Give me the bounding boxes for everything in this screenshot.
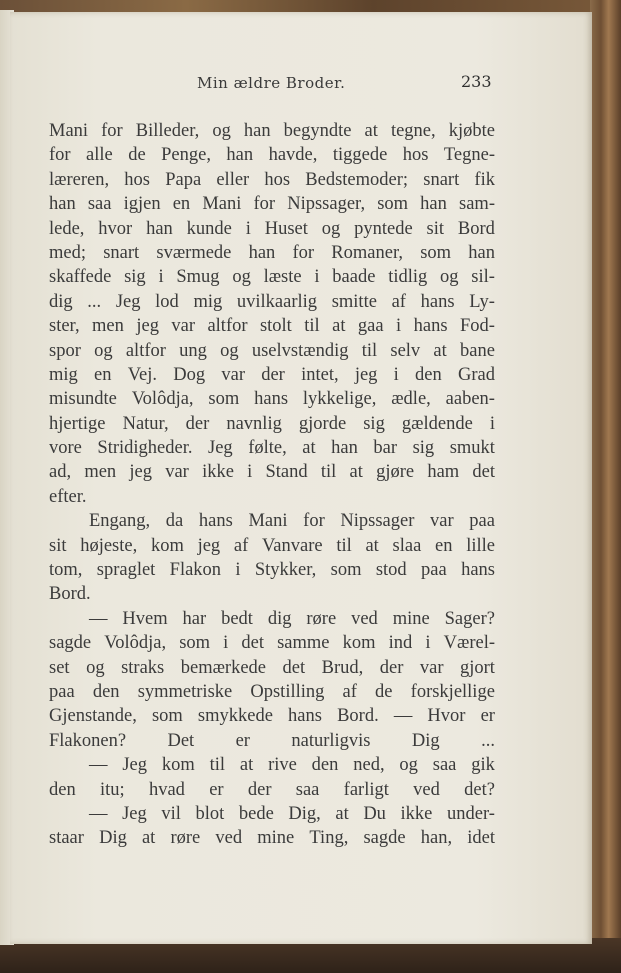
word: og xyxy=(94,340,113,361)
word: under- xyxy=(446,803,495,824)
word: ved xyxy=(215,828,243,849)
word: Brud, xyxy=(321,657,364,678)
word: Bedstemoder; xyxy=(305,169,409,190)
word: snart xyxy=(423,169,460,190)
word: stod xyxy=(375,560,407,581)
word: Billeder, xyxy=(135,121,200,141)
word: Romaner, xyxy=(331,242,403,263)
word: naturligvis xyxy=(291,730,371,751)
word: hans xyxy=(461,560,495,581)
word: Huset xyxy=(264,218,308,239)
word: i xyxy=(235,560,241,581)
book-page xyxy=(10,12,592,944)
word: Flakonen? xyxy=(49,730,127,751)
word: Hvor xyxy=(427,706,466,727)
word: at xyxy=(302,438,316,459)
word: Dig xyxy=(99,828,127,849)
word: Flakon xyxy=(169,560,222,581)
text-line xyxy=(49,363,495,387)
body-text xyxy=(49,119,495,851)
word: forskjellige xyxy=(410,681,495,702)
word: det? xyxy=(464,779,495,800)
word: jeg xyxy=(136,316,159,337)
word: paa xyxy=(469,511,495,532)
word: sagde xyxy=(49,633,92,654)
word: Nipssager xyxy=(340,511,415,532)
text-line xyxy=(49,192,495,216)
word: som xyxy=(377,194,409,215)
word: i xyxy=(396,316,402,337)
word: kom xyxy=(161,755,195,776)
word: der xyxy=(185,413,210,434)
word: røre xyxy=(170,828,201,849)
word: paa xyxy=(49,681,75,702)
text-line xyxy=(49,339,495,363)
word: var xyxy=(165,462,189,483)
word: ved xyxy=(351,608,378,629)
word: for xyxy=(49,145,71,166)
word: alle xyxy=(86,145,113,166)
word: kom xyxy=(342,633,376,654)
word: en xyxy=(172,194,191,215)
word: Opstilling xyxy=(250,681,325,702)
text-line xyxy=(49,656,495,680)
word: og xyxy=(399,755,418,776)
running-head xyxy=(10,74,592,98)
word: tegne, xyxy=(390,121,436,141)
text-line xyxy=(49,753,495,777)
word: for xyxy=(253,194,276,215)
word: ... xyxy=(481,730,495,751)
word: det xyxy=(282,657,306,678)
word: paa xyxy=(421,560,447,581)
word: var xyxy=(221,364,245,385)
word: sagde xyxy=(363,828,406,849)
word: hans xyxy=(288,706,322,727)
word: de xyxy=(375,681,393,702)
word: til xyxy=(361,340,378,361)
word: Smug xyxy=(176,267,220,288)
word: Dig xyxy=(411,730,440,751)
word: hans xyxy=(420,291,455,312)
word: — xyxy=(89,803,108,824)
word: han xyxy=(226,145,254,166)
word: lede, xyxy=(49,218,85,239)
word: at xyxy=(365,535,379,556)
word: Hvem xyxy=(122,608,168,629)
word: at xyxy=(332,316,346,337)
word: ung xyxy=(179,340,207,361)
word: bedt xyxy=(221,608,253,629)
text-line xyxy=(49,704,495,728)
word: blot xyxy=(195,803,225,824)
word: samme xyxy=(277,633,330,654)
word: mig xyxy=(193,291,223,312)
word: ham xyxy=(427,462,460,483)
word: at xyxy=(141,828,156,849)
word: at xyxy=(433,340,447,361)
word: mine xyxy=(257,828,295,849)
word: af xyxy=(233,535,249,556)
word: bede xyxy=(238,803,274,824)
word: at xyxy=(239,755,254,776)
word: smukt xyxy=(449,438,495,459)
word: hos xyxy=(124,169,150,190)
word: pyntede xyxy=(354,218,413,239)
word: Papa xyxy=(165,169,202,190)
word: der xyxy=(261,364,285,385)
word: højeste, xyxy=(80,535,138,556)
word: i xyxy=(223,633,229,654)
word: Jeg xyxy=(122,803,147,824)
word: fik xyxy=(474,169,495,190)
word: staar xyxy=(49,828,84,849)
word: gjøre xyxy=(376,462,415,483)
word: Volôdja, xyxy=(131,389,194,410)
word: har xyxy=(182,608,207,629)
word: den xyxy=(49,779,76,800)
word: sam- xyxy=(459,194,495,215)
word: sig xyxy=(412,438,435,459)
text-line xyxy=(49,168,495,192)
word: som xyxy=(330,560,362,581)
word: han xyxy=(243,121,271,141)
word: og xyxy=(321,218,341,239)
word: følte, xyxy=(248,438,287,459)
word: kjøbte xyxy=(448,121,495,141)
word: saa xyxy=(432,755,457,776)
word: Det xyxy=(167,730,195,751)
word: og xyxy=(440,267,459,288)
word: begyndte xyxy=(283,121,352,141)
word: sig xyxy=(124,267,146,288)
word: intet, xyxy=(301,364,339,385)
word: at xyxy=(335,803,349,824)
word: i xyxy=(314,267,320,288)
word: slaa xyxy=(392,535,422,556)
word: Fod- xyxy=(459,316,495,337)
text-line xyxy=(49,436,495,460)
word: der xyxy=(379,657,404,678)
word: og xyxy=(212,121,231,141)
word: som xyxy=(208,389,240,410)
word: han xyxy=(146,218,173,239)
word: set xyxy=(49,657,70,678)
word: for xyxy=(101,121,123,141)
word: som xyxy=(179,633,211,654)
word: hvor xyxy=(98,218,133,239)
word: bemærkede xyxy=(180,657,267,678)
word: rive xyxy=(268,755,297,776)
word: Ting, xyxy=(309,828,349,849)
word: itu; xyxy=(100,779,125,800)
word: Tegne- xyxy=(443,145,495,166)
word: mig xyxy=(49,364,78,385)
word: var xyxy=(419,657,444,678)
text-line xyxy=(49,485,495,509)
word: — xyxy=(393,706,413,727)
word: Volôdja, xyxy=(104,633,167,654)
word: at xyxy=(364,121,378,141)
word: selv xyxy=(390,340,421,361)
word: som xyxy=(151,706,183,727)
word: læreren, xyxy=(49,169,110,190)
word: ikke xyxy=(400,803,433,824)
word: igjen xyxy=(123,194,161,215)
word: Værel- xyxy=(443,633,495,654)
word: han xyxy=(331,438,358,459)
word: ad, xyxy=(49,462,72,483)
word: vore xyxy=(49,438,82,459)
text-line xyxy=(49,582,495,606)
word: spor xyxy=(49,340,81,361)
word: da xyxy=(165,511,184,532)
word: — xyxy=(89,755,108,776)
word: Gjenstande, xyxy=(49,706,137,727)
word: Jeg xyxy=(122,755,148,776)
word: han xyxy=(49,194,76,215)
word: de xyxy=(128,145,146,166)
word: i xyxy=(247,462,253,483)
word: jeg xyxy=(197,535,221,556)
word: smykkede xyxy=(197,706,273,727)
text-line xyxy=(49,802,495,826)
word: vil xyxy=(161,803,181,824)
word: saa xyxy=(295,779,320,800)
book-cover-right-edge xyxy=(590,0,621,973)
word: hos xyxy=(402,145,429,166)
word: mine xyxy=(392,608,430,629)
word: eller xyxy=(216,169,250,190)
word: sig xyxy=(363,413,385,434)
word: af xyxy=(342,681,357,702)
word: idet xyxy=(467,828,495,849)
word: for xyxy=(292,242,315,263)
word: til xyxy=(320,462,337,483)
word: det xyxy=(241,633,264,654)
word: en xyxy=(435,535,453,556)
word: den xyxy=(92,681,120,702)
word: ved xyxy=(413,779,440,800)
word: efter. xyxy=(49,486,87,507)
word: han xyxy=(468,242,495,263)
word: Ly- xyxy=(469,291,495,312)
word: som xyxy=(420,242,452,263)
text-line xyxy=(49,509,495,533)
word: smitte xyxy=(331,291,377,312)
word: Engang, xyxy=(89,511,151,532)
word: misundte xyxy=(49,389,117,410)
text-line xyxy=(49,460,495,484)
word: gjorde xyxy=(298,413,347,434)
word: baade xyxy=(332,267,376,288)
word: i xyxy=(158,267,164,288)
page-number: 233 xyxy=(461,72,492,91)
word: i xyxy=(245,218,251,239)
word: Stykker, xyxy=(254,560,317,581)
word: han, xyxy=(420,828,453,849)
word: lille xyxy=(466,535,495,556)
word: Grad xyxy=(458,364,495,385)
word: med; xyxy=(49,242,86,263)
word: den xyxy=(415,364,442,385)
word: hvad xyxy=(148,779,185,800)
word: Mani xyxy=(202,194,242,215)
word: røre xyxy=(306,608,337,629)
text-line xyxy=(49,241,495,265)
text-line xyxy=(49,631,495,655)
word: stolt xyxy=(259,316,292,337)
word: og xyxy=(232,267,251,288)
text-line xyxy=(49,143,495,167)
word: navnlig xyxy=(226,413,282,434)
word: Bord xyxy=(457,218,495,239)
word: Natur, xyxy=(122,413,169,434)
word: lod xyxy=(155,291,179,312)
word: altfor xyxy=(125,340,166,361)
word: Jeg xyxy=(115,291,141,312)
text-line xyxy=(49,387,495,411)
text-line xyxy=(49,314,495,338)
word: aaben- xyxy=(445,389,495,410)
word: gjort xyxy=(460,657,495,678)
word: Bord. xyxy=(49,584,91,605)
word: Stand xyxy=(265,462,308,483)
text-line xyxy=(49,119,495,143)
word: i xyxy=(393,364,399,385)
word: var xyxy=(430,511,454,532)
text-line xyxy=(49,290,495,314)
word: gik xyxy=(471,755,495,776)
text-line xyxy=(49,680,495,704)
word: ind xyxy=(388,633,413,654)
word: og xyxy=(220,340,239,361)
word: hans xyxy=(413,316,448,337)
word: er xyxy=(235,730,250,751)
word: det xyxy=(472,462,495,483)
word: havde, xyxy=(268,145,318,166)
word: men xyxy=(92,316,124,337)
text-line xyxy=(49,558,495,582)
word: symmetriske xyxy=(137,681,233,702)
word: skaffede xyxy=(49,267,112,288)
word: han xyxy=(420,194,447,215)
word: bar xyxy=(373,438,398,459)
text-line xyxy=(49,778,495,802)
text-line xyxy=(49,826,495,850)
word: til xyxy=(304,316,320,337)
word: jeg xyxy=(129,462,152,483)
word: til xyxy=(209,755,226,776)
word: ... xyxy=(87,291,102,312)
word: hans xyxy=(254,389,289,410)
text-line xyxy=(49,729,495,753)
word: straks xyxy=(121,657,165,678)
word: Mani xyxy=(49,121,89,141)
word: dig xyxy=(49,291,73,312)
word: gældende xyxy=(401,413,473,434)
text-line xyxy=(49,217,495,241)
word: kunde xyxy=(186,218,232,239)
word: i xyxy=(425,633,431,654)
word: — xyxy=(89,608,108,629)
word: Bord. xyxy=(337,706,379,727)
word: ikke xyxy=(202,462,234,483)
word: uselvstændig xyxy=(251,340,349,361)
word: af xyxy=(391,291,406,312)
word: kom xyxy=(150,535,184,556)
word: hjertige xyxy=(49,413,106,434)
word: uvilkaarlig xyxy=(236,291,318,312)
word: Vanvare xyxy=(261,535,323,556)
word: sit xyxy=(49,535,67,556)
word: Mani xyxy=(248,511,288,532)
word: er xyxy=(209,779,224,800)
word: at xyxy=(349,462,363,483)
word: Dig, xyxy=(288,803,321,824)
word: ster, xyxy=(49,316,80,337)
word: tom, xyxy=(49,560,83,581)
word: sit xyxy=(426,218,445,239)
word: tidlig xyxy=(388,267,428,288)
word: ædle, xyxy=(391,389,431,410)
word: Nipssager, xyxy=(287,194,366,215)
word: bane xyxy=(460,340,495,361)
text-line xyxy=(49,607,495,631)
word: altfor xyxy=(207,316,248,337)
word: men xyxy=(84,462,117,483)
word: Stridigheder. xyxy=(97,438,193,459)
word: og xyxy=(86,657,105,678)
word: i xyxy=(489,413,495,434)
word: saa xyxy=(87,194,112,215)
word: gaa xyxy=(357,316,384,337)
text-line xyxy=(49,265,495,289)
word: Jeg xyxy=(208,438,233,459)
word: der xyxy=(247,779,272,800)
text-line xyxy=(49,412,495,436)
word: til xyxy=(336,535,352,556)
word: hans xyxy=(198,511,233,532)
word: lykkelige, xyxy=(302,389,377,410)
word: han xyxy=(248,242,276,263)
word: den xyxy=(311,755,339,776)
word: farligt xyxy=(343,779,389,800)
word: for xyxy=(303,511,325,532)
word: er xyxy=(480,706,495,727)
word: hos xyxy=(264,169,291,190)
word: Dog xyxy=(173,364,206,385)
word: en xyxy=(94,364,112,385)
word: dig xyxy=(267,608,292,629)
word: læste xyxy=(263,267,302,288)
word: ned, xyxy=(353,755,385,776)
word: Du xyxy=(363,803,386,824)
word: tiggede xyxy=(332,145,388,166)
word: sil- xyxy=(471,267,495,288)
word: spraglet xyxy=(96,560,156,581)
word: var xyxy=(171,316,196,337)
word: snart xyxy=(103,242,140,263)
word: Penge, xyxy=(161,145,211,166)
running-title: Min ældre Broder. xyxy=(197,74,346,92)
word: sværmede xyxy=(156,242,232,263)
text-line xyxy=(49,534,495,558)
word: Vej. xyxy=(127,364,158,385)
word: jeg xyxy=(354,364,378,385)
word: Sager? xyxy=(444,608,495,629)
